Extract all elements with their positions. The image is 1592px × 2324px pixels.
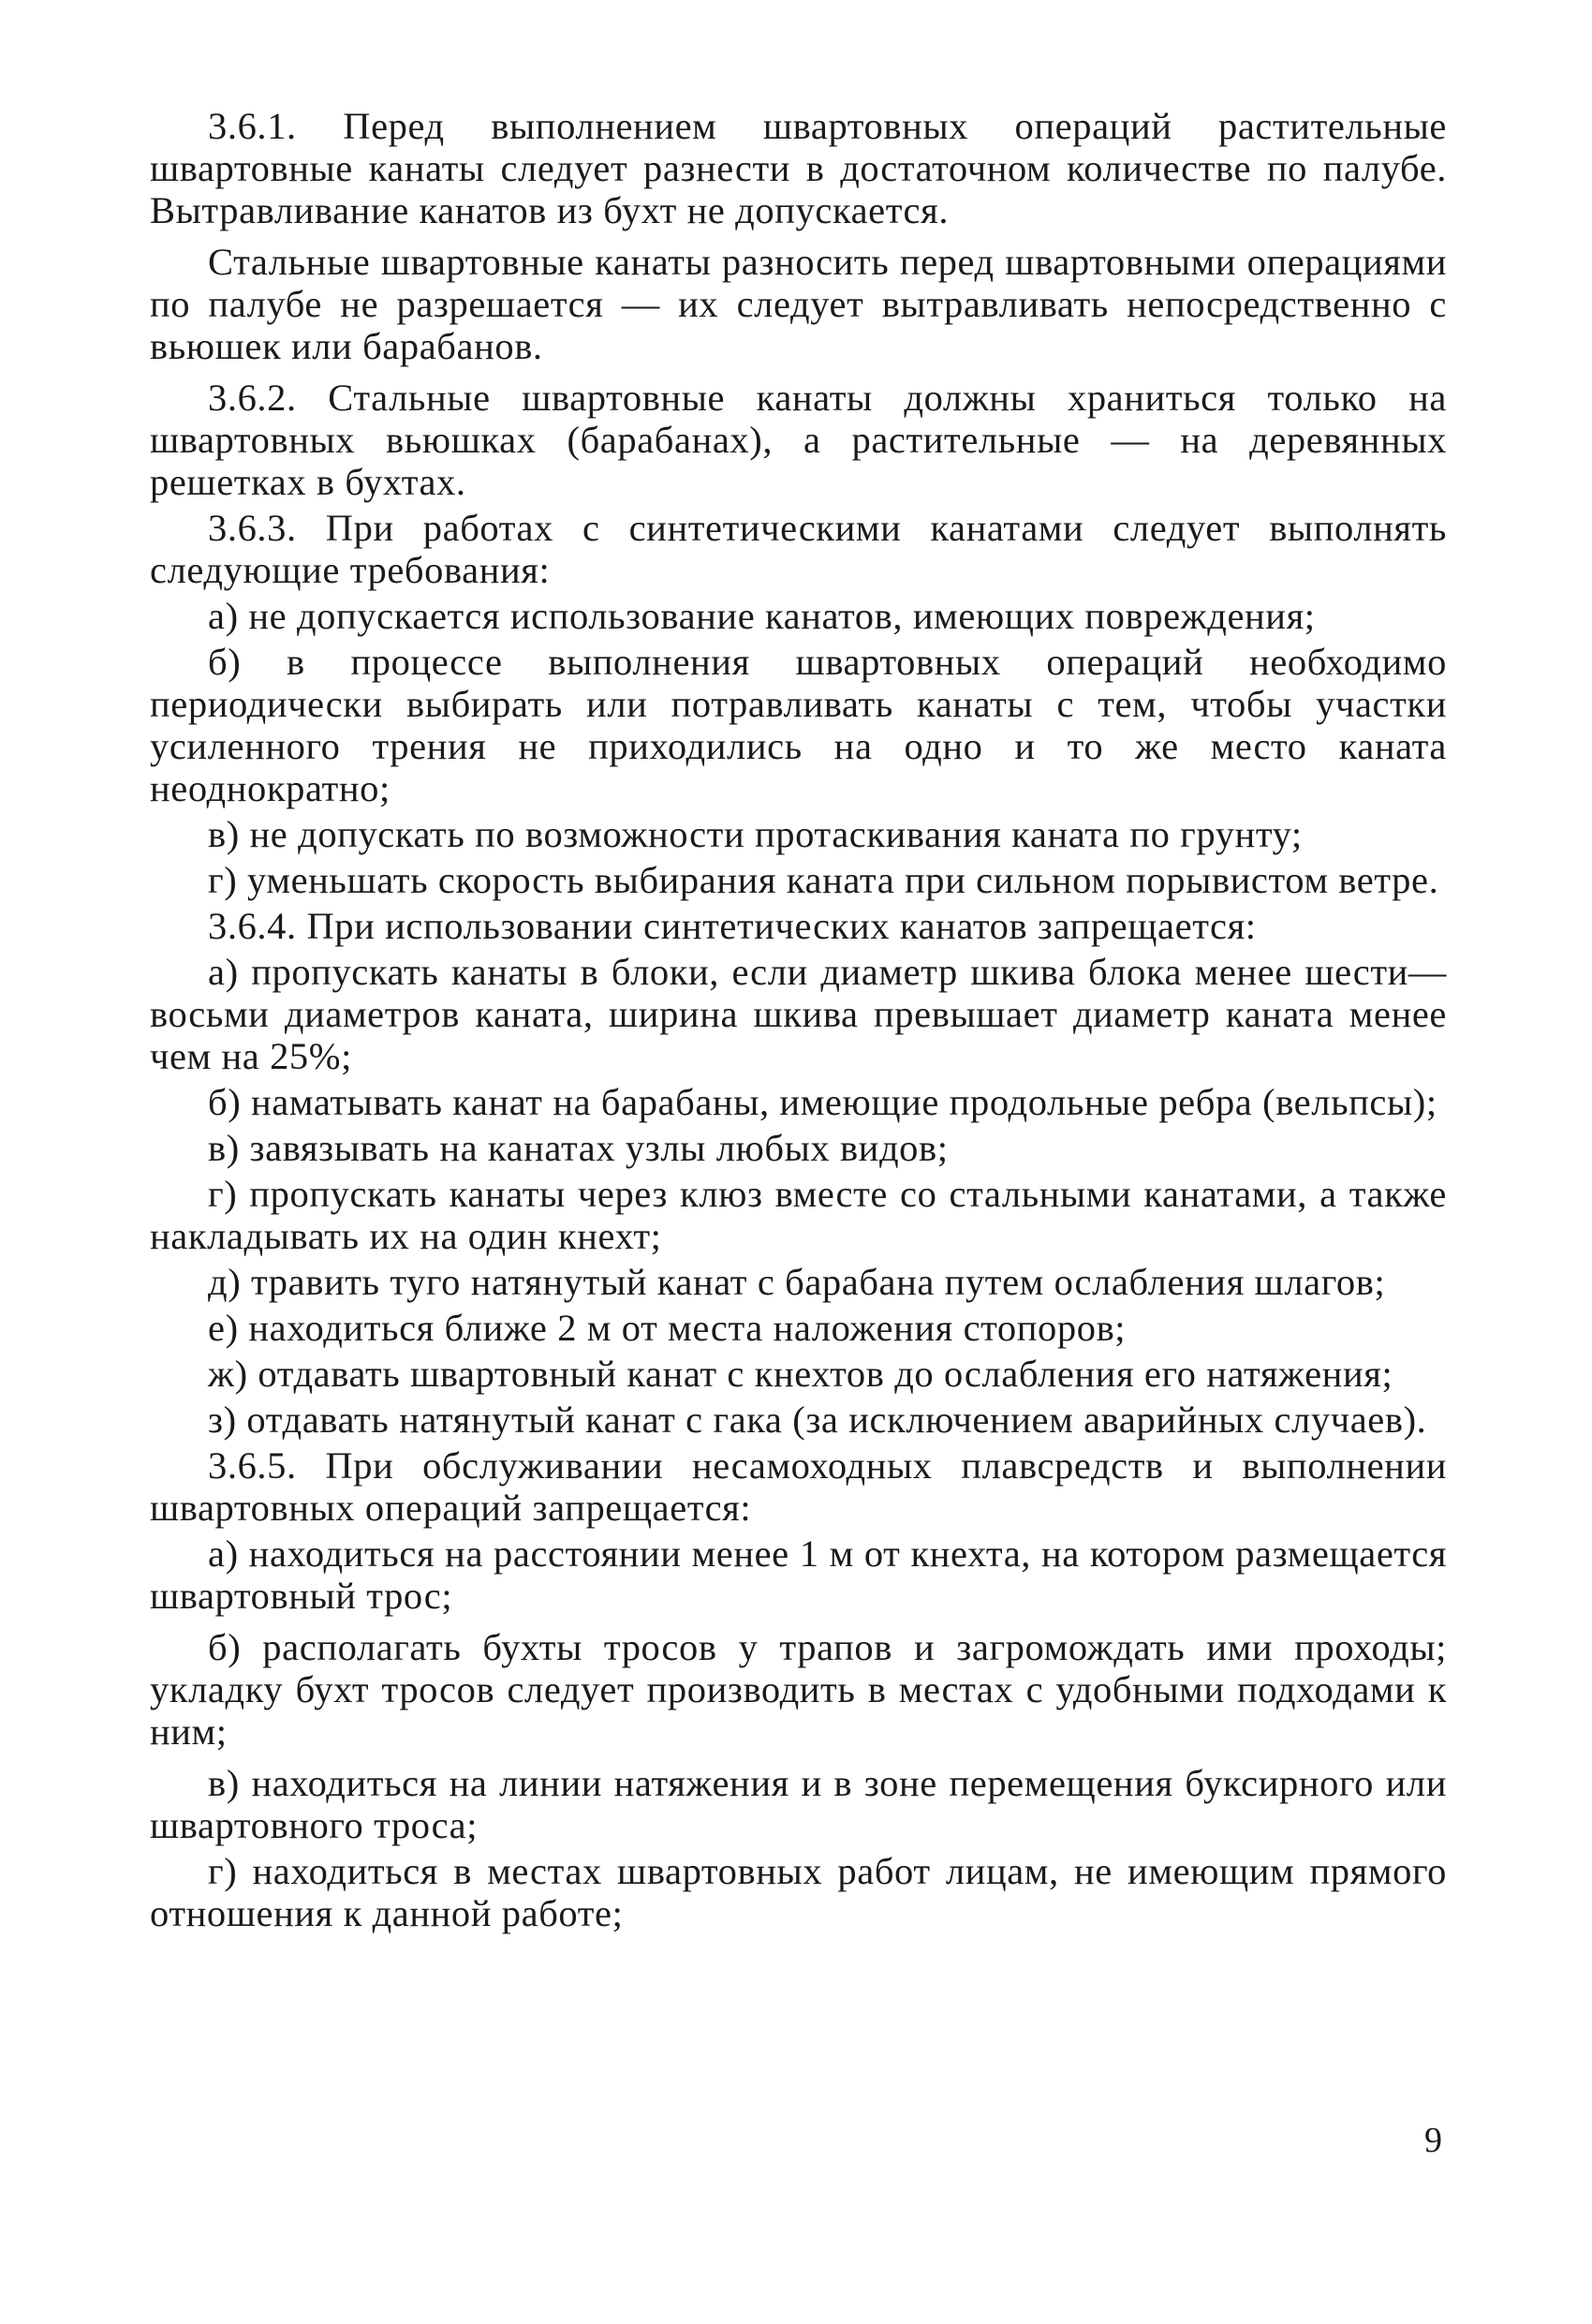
list-item-3-6-5-v: в) находиться на линии натяжения и в зоне перемещения буксирного или швартовного троса;: [150, 1762, 1447, 1846]
paragraph-3-6-4: 3.6.4. При использовании синтетических канатов запрещается:: [208, 905, 1257, 947]
paragraph-3-6-3: 3.6.3. При работах с синтетическими канатами следует выполнять следующие требования:: [150, 507, 1447, 591]
list-item-3-6-4-z: з) отдавать натянутый канат с гака (за исключением аварийных случаев).: [208, 1399, 1427, 1441]
paragraph-3-6-1-steel: Стальные швартовные канаты разносить перед швартовными операциями по палубе не разрешается — их следует вытравливать непосредственно с вьюшек или барабанов.: [150, 241, 1447, 367]
list-item-3-6-3-v: в) не допускать по возможности протаскивания каната по грунту;: [208, 813, 1303, 855]
list-item-3-6-5-a: а) находиться на расстоянии менее 1 м от кнехта, на котором размещается швартовный трос;: [150, 1532, 1447, 1617]
list-item-3-6-4-e: е) находиться ближе 2 м от места наложения стопоров;: [208, 1307, 1127, 1349]
list-item-3-6-3-g: г) уменьшать скорость выбирания каната при сильном порывистом ветре.: [208, 859, 1439, 901]
paragraph-3-6-1: 3.6.1. Перед выполнением швартовных операций растительные швартовные канаты следует разнести в достаточном количестве по палубе. Вытравливание канатов из бухт не допускается.: [150, 105, 1447, 231]
page-number: 9: [1424, 2121, 1442, 2160]
list-item-3-6-4-a: а) пропускать канаты в блоки, если диаметр шкива блока менее шести—восьми диаметров каната, ширина шкива превышает диаметр каната менее чем на 25%;: [150, 951, 1447, 1077]
list-item-3-6-4-b: б) наматывать канат на барабаны, имеющие продольные ребра (вельпсы);: [208, 1081, 1437, 1123]
paragraph-3-6-5: 3.6.5. При обслуживании несамоходных плавсредств и выполнении швартовных операций запрещается:: [150, 1444, 1447, 1529]
list-item-3-6-5-g: г) находиться в местах швартовных работ лицам, не имеющим прямого отношения к данной работе;: [150, 1850, 1447, 1934]
list-item-3-6-4-zh: ж) отдавать швартовный канат с кнехтов до ослабления его натяжения;: [208, 1353, 1393, 1395]
document-body: [150, 105, 1447, 1938]
list-item-3-6-3-b: б) в процессе выполнения швартовных операций необходимо периодически выбирать или потравливать канаты с тем, чтобы участки усиленного трения не приходились на одно и то же место каната неоднократно;: [150, 641, 1447, 809]
list-item-3-6-4-g: г) пропускать канаты через клюз вместе со стальными канатами, а также накладывать их на один кнехт;: [150, 1173, 1447, 1257]
list-item-3-6-3-a: а) не допускается использование канатов, имеющих повреждения;: [208, 595, 1316, 637]
paragraph-3-6-2: 3.6.2. Стальные швартовные канаты должны храниться только на швартовных вьюшках (барабанах), а растительные — на деревянных решетках в бухтах.: [150, 377, 1447, 503]
list-item-3-6-4-v: в) завязывать на канатах узлы любых видов;: [208, 1127, 949, 1169]
list-item-3-6-4-d: д) травить туго натянутый канат с барабана путем ослабления шлагов;: [208, 1261, 1386, 1303]
list-item-3-6-5-b: б) располагать бухты тросов у трапов и загромождать ими проходы; укладку бухт тросов следует производить в местах с удобными подходами к ним;: [150, 1626, 1447, 1753]
